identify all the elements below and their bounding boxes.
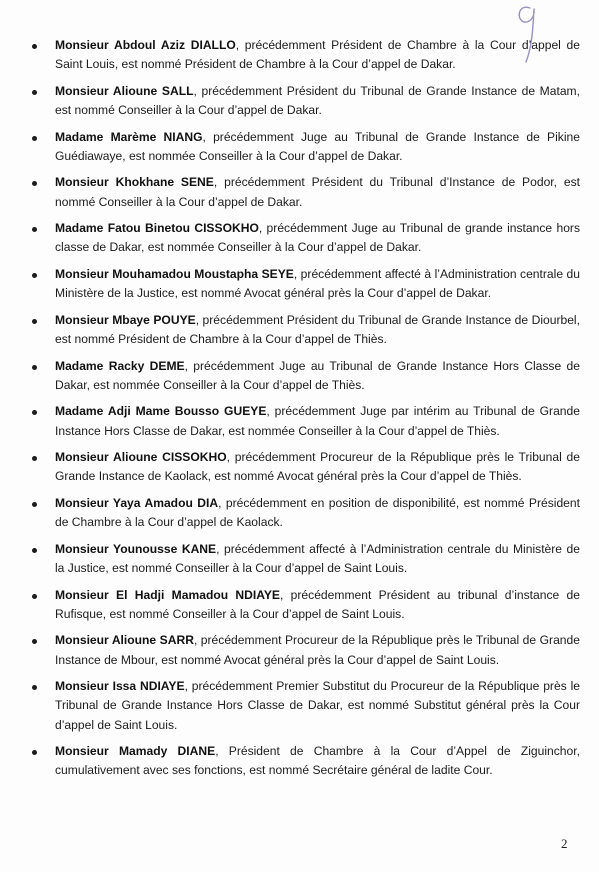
list-item (28, 631, 580, 669)
appointee-name: Monsieur Younousse KANE (55, 541, 217, 556)
appointee-name: Madame Adji Mame Bousso GUEYE (55, 404, 267, 419)
list-item (28, 173, 580, 211)
bullet-icon (32, 319, 37, 324)
page-number: 2 (561, 836, 568, 851)
appointee-name: Monsieur Yaya Amadou DIA (55, 495, 219, 510)
appointee-name: Monsieur Mamady DIANE (55, 744, 216, 759)
bullet-icon (32, 750, 37, 755)
appointment-text: , précédemment affecté à l’Administration centrale du Ministère de la Justice, est nommé Avocat général près la Cour d’appel de Dakar. (55, 266, 580, 301)
bullet-icon (32, 181, 37, 186)
list-item (28, 586, 580, 624)
appointee-name: Monsieur Mbaye POUYE (55, 312, 196, 327)
appointee-name: Monsieur Khokhane SENE (55, 175, 214, 190)
bullet-icon (32, 502, 37, 507)
bullet-icon (32, 639, 37, 644)
appointment-text: , Président de Chambre à la Cour d’Appel de Ziguinchor, cumulativement avec ses fonctions, est nommé Secrétaire général de ladite Cour. (55, 744, 580, 778)
appointment-text: , précédemment Président du Tribunal d’Instance de Podor, est nommé Conseiller à la Cour d’appel de Dakar. (55, 175, 581, 209)
list-item (28, 36, 580, 74)
bullet-icon (32, 44, 37, 49)
bullet-icon (32, 227, 37, 232)
appointee-name: Madame Racky DEME (55, 358, 185, 373)
bullet-icon (32, 273, 37, 278)
bullet-icon (32, 548, 37, 553)
appointee-name: Madame Marème NIANG (55, 129, 203, 144)
appointment-text: , précédemment affecté à l’Administration centrale du Ministère de la Justice, est nommé Conseiller à la Cour d’appel de Saint Louis. (55, 541, 580, 575)
list-item (28, 448, 580, 486)
bullet-icon (32, 136, 37, 141)
bullet-icon (32, 410, 37, 415)
appointee-name: Monsieur Abdoul Aziz DIALLO (55, 38, 236, 52)
appointment-text: , précédemment Juge au Tribunal de Grande Instance Hors Classe de Dakar, est nommée Conseiller à la Cour d’appel de Thiès. (55, 358, 580, 392)
bullet-icon (32, 456, 37, 461)
list-item (28, 677, 580, 735)
appointee-name: Monsieur Alioune CISSOKHO (55, 450, 227, 465)
appointee-name: Monsieur Issa NDIAYE (55, 679, 185, 694)
appointment-text: , précédemment Premier Substitut du Procureur de la République près le Tribunal de Grande Instance Hors Classe de Dakar, est nommé Substitut général près la Cour d’appel de Saint Louis. (55, 679, 580, 732)
appointments-list (28, 36, 580, 788)
list-item (28, 540, 580, 578)
bullet-icon (32, 685, 37, 690)
appointee-name: Monsieur Alioune SARR (55, 633, 194, 648)
list-item (28, 128, 580, 166)
list-item (28, 265, 580, 303)
bullet-icon (32, 90, 37, 95)
list-item (28, 494, 580, 532)
appointment-text: , précédemment Procureur de la République près le Tribunal de Grande Instance de Kaolack, est nommé Avocat général près la Cour d’appel de Thiès. (55, 450, 580, 484)
appointment-text: , précédemment Président du Tribunal de Grande Instance de Matam, est nommé Conseiller à la Cour d’appel de Dakar. (55, 83, 580, 117)
appointee-name: Monsieur Alioune SALL (55, 83, 194, 98)
appointee-name: Monsieur El Hadji Mamadou NDIAYE (55, 587, 281, 602)
list-item (28, 357, 580, 395)
appointment-text: , précédemment Juge au Tribunal de Grande Instance de Pikine Guédiawaye, est nommée Conseiller à la Cour d’appel de Dakar. (55, 129, 580, 163)
bullet-icon (32, 365, 37, 370)
appointee-name: Monsieur Mouhamadou Moustapha SEYE (55, 266, 294, 281)
appointment-text: , précédemment Procureur de la République près le Tribunal de Grande Instance de Mbour, est nommé Avocat général près la Cour d’appel de Saint Louis. (55, 633, 580, 667)
appointment-text: , précédemment Président du Tribunal de Grande Instance de Diourbel, est nommé Président de Chambre à la Cour d’appel de Thiès. (55, 312, 580, 346)
list-item (28, 742, 580, 780)
bullet-icon (32, 594, 37, 599)
list-item (28, 402, 580, 440)
list-item (28, 311, 580, 349)
appointment-text: , précédemment Président au tribunal d’instance de Rufisque, est nommé Conseiller à la Cour d’appel de Saint Louis. (55, 587, 580, 621)
appointment-text: , précédemment en position de disponibilité, est nommé Président de Chambre à la Cour d’appel de Kaolack. (55, 495, 580, 530)
appointment-text: , précédemment Juge au Tribunal de grande instance hors classe de Dakar, est nommée Conseiller à la Cour d’appel de Dakar. (55, 221, 580, 255)
list-item (28, 82, 580, 120)
appointee-name: Madame Fatou Binetou CISSOKHO (55, 221, 259, 236)
appointment-text: , précédemment Président de Chambre à la Cour d’appel de Saint Louis, est nommé Président de Chambre à la Cour d’appel de Dakar. (55, 38, 580, 72)
list-item (28, 219, 580, 257)
appointment-text: , précédemment Juge par intérim au Tribunal de Grande Instance Hors Classe de Dakar, est nommée Conseiller à la Cour d’appel de Thiès. (55, 404, 580, 438)
